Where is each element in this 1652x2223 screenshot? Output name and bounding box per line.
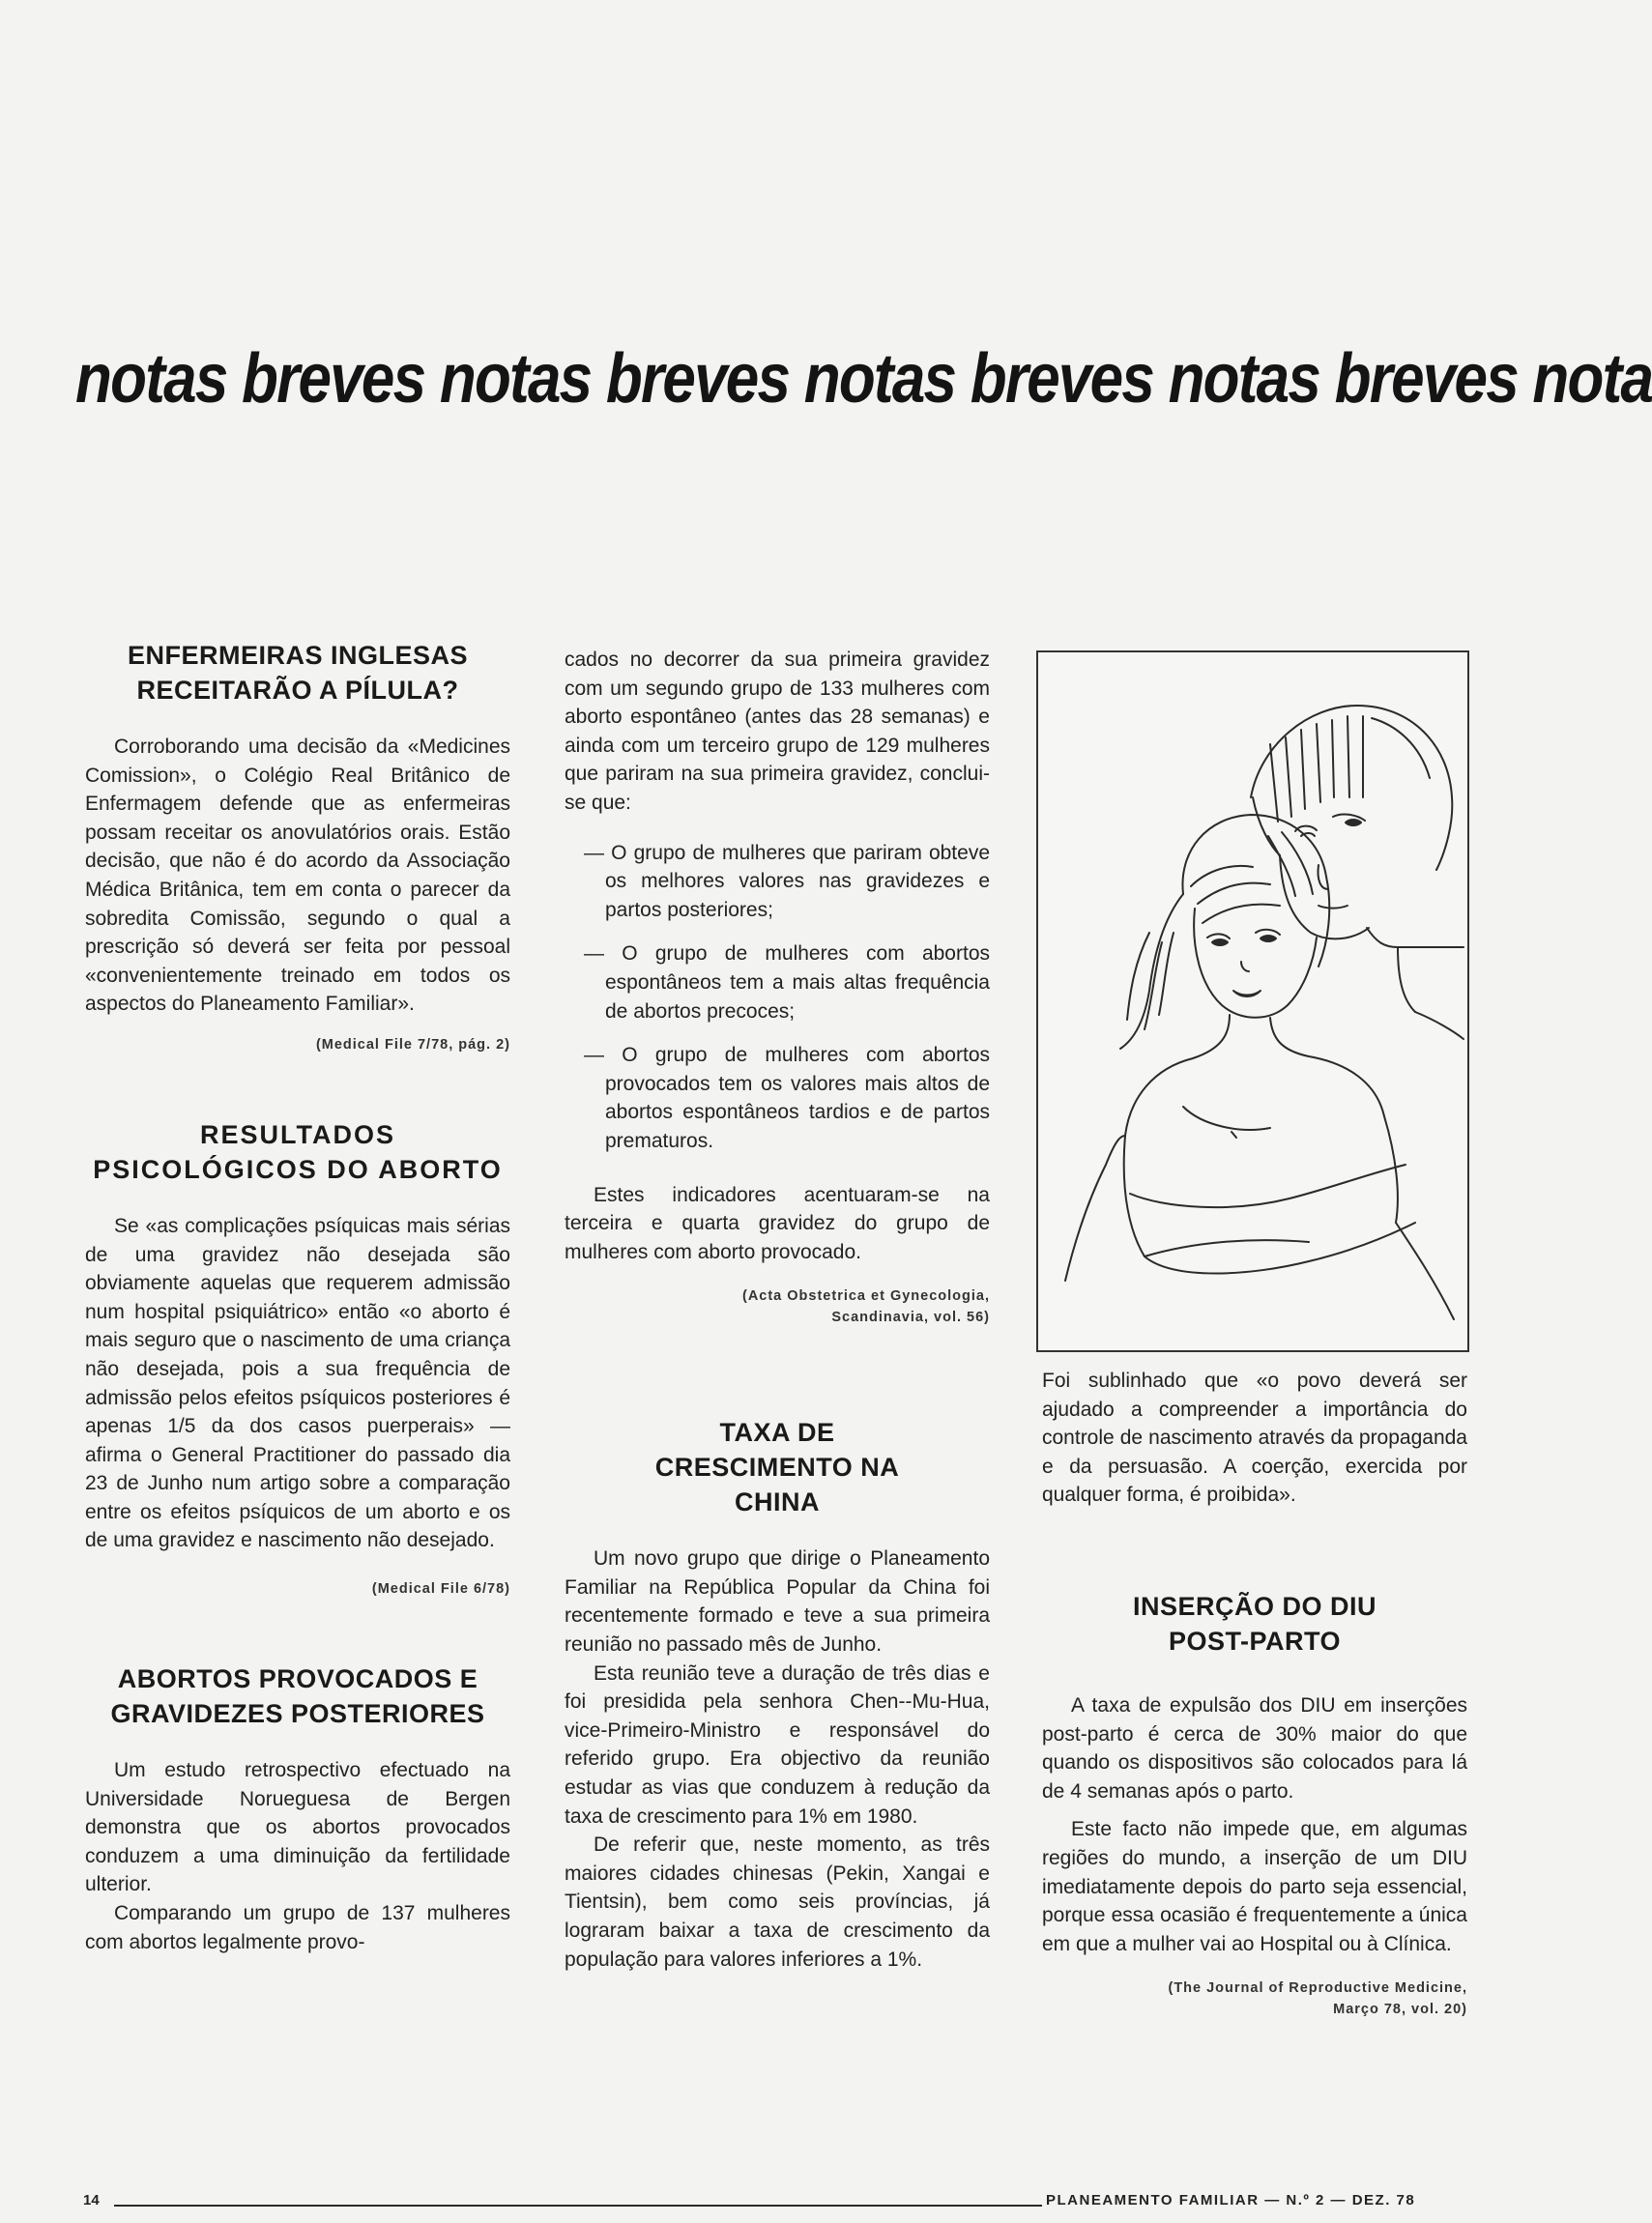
list-item: — O grupo de mulheres com abortos espontâneos tem a mais altas frequência de abortos precoces; bbox=[584, 942, 990, 1023]
list-item: — O grupo de mulheres que pariram obteve os melhores valores nas gravidezes e partos posteriores; bbox=[584, 841, 990, 921]
article-citation: (Medical File 7/78, pág. 2) bbox=[315, 1036, 510, 1053]
article-abortos bbox=[85, 1661, 510, 1956]
article-paragraph: De referir que, neste momento, as três maiores cidades chinesas (Pekin, Xangai e Tientsin), bem como seis províncias, já lograram baixar a taxa de crescimento da população para valores inferiores a 1%. bbox=[565, 1833, 990, 1971]
column-right bbox=[1042, 1367, 1467, 2020]
article-taxa bbox=[565, 1415, 990, 1974]
magazine-footer: PLANEAMENTO FAMILIAR — N.º 2 — DEZ. 78 bbox=[1046, 2192, 1416, 2209]
couple-illustration bbox=[1036, 650, 1469, 1352]
page-number: 14 bbox=[83, 2192, 100, 2209]
article-title: RESULTADOS PSICOLÓGICOS DO ABORTO bbox=[93, 1119, 503, 1184]
article-enfermeiras bbox=[85, 638, 510, 1055]
article-paragraph: Este facto não impede que, em algumas regiões do mundo, a inserção de um DIU imediatamente depois do parto seja essencial, porque essa ocasião é frequentemente a única em que a mulher vai ao Hospital ou à Clínica. bbox=[1042, 1818, 1467, 1955]
column-middle bbox=[565, 646, 990, 1974]
article-paragraph: Esta reunião teve a duração de três dias e foi presidida pela senhora Chen--Mu-Hua, vice-Primeiro-Ministro e responsável do referido grupo. Era objectivo da reunião estudar as vias que conduzem à redução da taxa de crescimento para 1% em 1980. bbox=[565, 1661, 990, 1828]
list-item: — O grupo de mulheres com abortos provocados tem os valores mais altos de abortos espontâneos tardios e de partos prematuros. bbox=[584, 1044, 990, 1152]
article-title: INSERÇÃO DO DIU POST-PARTO bbox=[1132, 1591, 1377, 1656]
article-citation: (Medical File 6/78) bbox=[371, 1581, 510, 1598]
article-body: Se «as complicações psíquicas mais sérias de uma gravidez não desejada são obviamente aquelas que requerem admissão num hospital psiquiátrico» então «o aborto é mais seguro que o nascimento de uma criança não desejada, pois a sua frequência de admissão pelos efeitos psíquicos posteriores é apenas 1/5 da dos casos puerperais» — afirma o General Practitioner do passado dia 23 de Junho num artigo sobre a comparação entre os efeitos psíquicos de um aborto e os de uma gravidez e nascimento não desejado. bbox=[85, 1214, 510, 1552]
article-paragraph: A taxa de expulsão dos DIU em inserções post-parto é cerca de 30% maior do que quando os dispositivos são colocados para lá de 4 semanas após o parto. bbox=[1042, 1693, 1467, 1803]
article-resultados bbox=[85, 1117, 510, 1600]
article-body: Corroborando uma decisão da «Medicines Comission», o Colégio Real Britânico de Enfermagem defende que as enfermeiras possam receitar os anovulatórios orais. Estão decisão, que não é do acordo da Associação Médica Britânica, tem em conta o parecer da sobredita Comissão, segundo o qual a prescrição só deverá ser feita por pessoal «convenientemente treinado em todos os aspectos do Planeamento Familiar». bbox=[85, 736, 510, 1016]
article-citation: (Acta Obstetrica et Gynecologia, Scandinavia, vol. 56) bbox=[741, 1288, 990, 1326]
article-paragraph: Foi sublinhado que «o povo deverá ser ajudado a compreender a importância do controle de nascimento através da propaganda e da persuasão. A coerção, exercida por qualquer forma, é proibida». bbox=[1042, 1370, 1467, 1507]
article-title: ENFERMEIRAS INGLESAS RECEITARÃO A PÍLULA? bbox=[127, 641, 469, 705]
section-banner: notas breves notas breves notas breves notas breves nota bbox=[75, 340, 1652, 418]
article-citation: (The Journal of Reproductive Medicine, Março 78, vol. 20) bbox=[1168, 1980, 1467, 2018]
article-diu bbox=[1042, 1589, 1467, 2020]
article-paragraph: Um novo grupo que dirige o Planeamento Familiar na República Popular da China foi recentemente formado e teve a sua primeira reunião no passado mês de Junho. bbox=[565, 1547, 990, 1657]
article-paragraph: Um estudo retrospectivo efectuado na Universidade Norueguesa de Bergen demonstra que os abortos provocados conduzem a uma diminuição da fertilidade ulterior. bbox=[85, 1759, 510, 1896]
article-title: ABORTOS PROVOCADOS E GRAVIDEZES POSTERIORES bbox=[110, 1664, 485, 1729]
article-paragraph: Estes indicadores acentuaram-se na terceira e quarta gravidez do grupo de mulheres com aborto provocado. bbox=[565, 1183, 990, 1263]
article-paragraph: Comparando um grupo de 137 mulheres com abortos legalmente provo- bbox=[85, 1902, 510, 1953]
article-title: TAXA DE CRESCIMENTO NA CHINA bbox=[654, 1418, 900, 1517]
article-paragraph: cados no decorrer da sua primeira gravidez com um segundo grupo de 133 mulheres com aborto espontâneo (antes das 28 semanas) e ainda com um terceiro grupo de 129 mulheres que pariram na sua primeira gravidez, conclui-se que: bbox=[565, 649, 990, 814]
column-left bbox=[85, 638, 510, 1956]
footer-rule bbox=[114, 2205, 1042, 2207]
